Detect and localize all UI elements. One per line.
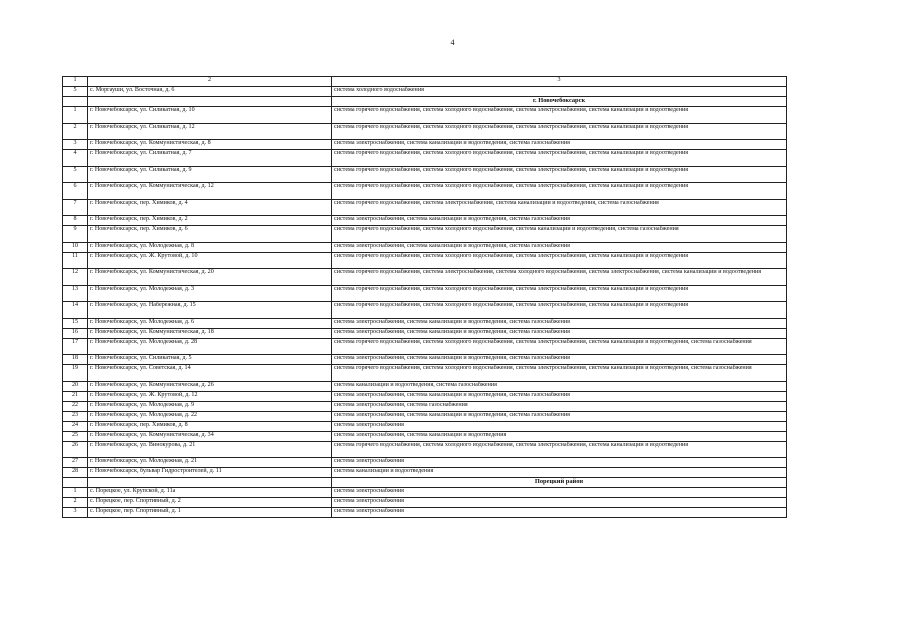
address-cell: г. Новочебоксарск, ул. Коммунистическая, д. 12 [88, 183, 332, 200]
address-cell: с. Порецкое, пер. Спортивный, д. 2 [88, 498, 332, 508]
address-cell: г. Новочебоксарск, бульвар Гидростроителей, д. 11 [88, 468, 332, 478]
address-cell: с. Порецкое, пер. Спортивный, д. 1 [88, 508, 332, 518]
table-row [63, 365, 787, 382]
table-header-row [63, 77, 787, 87]
row-number: 23 [63, 411, 88, 421]
systems-cell: система горячего водоснабжения, система холодного водоснабжения, система канализации и водоотведения, система газоснабжения [332, 226, 787, 243]
column-header-address: 2 [88, 77, 332, 87]
systems-cell: система электроснабжения, система канализации и водоотведения [332, 431, 787, 441]
address-cell: г. Новочебоксарск, пер. Химиков, д. 6 [88, 226, 332, 243]
address-cell: г. Новочебоксарск, ул. Винокурова, д. 21 [88, 441, 332, 458]
section-blank-cell [63, 478, 88, 488]
row-number: 5 [63, 87, 88, 97]
address-cell: г. Новочебоксарск, ул. Коммунистическая, д. 18 [88, 328, 332, 338]
section-blank-cell [88, 478, 332, 488]
row-number: 28 [63, 468, 88, 478]
address-cell: г. Новочебоксарск, ул. Молодежная, д. 9 [88, 401, 332, 411]
address-cell: г. Новочебоксарск, ул. Молодежная, д. 28 [88, 338, 332, 355]
systems-cell: система электроснабжения, система канализации и водоотведения, система газоснабжения [332, 391, 787, 401]
row-number: 4 [63, 150, 88, 167]
address-cell: г. Новочебоксарск, ул. Ж. Крутовой, д. 10 [88, 252, 332, 269]
address-cell: с. Порецкое, ул. Крупской, д. 11а [88, 488, 332, 498]
systems-cell: система электроснабжения, система канализации и водоотведения, система газоснабжения [332, 355, 787, 365]
address-cell: г. Новочебоксарск, ул. Молодежная, д. 6 [88, 318, 332, 328]
table-row [63, 242, 787, 252]
table-row [63, 226, 787, 243]
row-number: 25 [63, 431, 88, 441]
address-cell: г. Новочебоксарск, ул. Молодежная, д. 8 [88, 242, 332, 252]
section-heading: г. Новочебоксарск [332, 97, 787, 107]
address-cell: г. Новочебоксарск, ул. Коммунистическая, д. 8 [88, 140, 332, 150]
address-cell: г. Новочебоксарск, ул. Силикатная, д. 7 [88, 150, 332, 167]
table-row [63, 498, 787, 508]
table-row [63, 269, 787, 286]
address-cell: г. Новочебоксарск, пер. Химиков, д. 2 [88, 216, 332, 226]
address-cell: г. Новочебоксарск, ул. Молодежная, д. 22 [88, 411, 332, 421]
address-cell: г. Новочебоксарск, ул. Набережная, д. 15 [88, 302, 332, 319]
systems-cell: система горячего водоснабжения, система холодного водоснабжения, система электроснабжения, система канализации и водоотведения [332, 166, 787, 183]
address-cell: г. Новочебоксарск, ул. Советская, д. 14 [88, 365, 332, 382]
page-number: 4 [450, 38, 455, 47]
row-number: 15 [63, 318, 88, 328]
row-number: 16 [63, 328, 88, 338]
address-cell: г. Новочебоксарск, ул. Коммунистическая, д. 26 [88, 381, 332, 391]
row-number: 7 [63, 199, 88, 216]
systems-cell: система электроснабжения, система канализации и водоотведения, система газоснабжения [332, 411, 787, 421]
section-heading-row [63, 478, 787, 488]
systems-cell: система горячего водоснабжения, система холодного водоснабжения, система электроснабжения, система канализации и водоотведения, система газоснабжения [332, 338, 787, 355]
table-row [63, 355, 787, 365]
row-number: 12 [63, 269, 88, 286]
systems-cell: система электроснабжения, система канализации и водоотведения, система газоснабжения [332, 140, 787, 150]
row-number: 6 [63, 183, 88, 200]
table-row [63, 391, 787, 401]
table-row [63, 318, 787, 328]
systems-cell: система электроснабжения [332, 421, 787, 431]
systems-cell: система горячего водоснабжения, система холодного водоснабжения, система электроснабжения, система канализации и водоотведения [332, 150, 787, 167]
systems-cell: система электроснабжения, система канализации и водоотведения, система газоснабжения [332, 328, 787, 338]
row-number: 1 [63, 107, 88, 124]
table-row [63, 381, 787, 391]
address-cell: г. Новочебоксарск, пер. Химиков, д. 4 [88, 199, 332, 216]
systems-cell: система электроснабжения, система канализации и водоотведения, система газоснабжения [332, 318, 787, 328]
systems-cell: система горячего водоснабжения, система холодного водоснабжения, система электроснабжения, система канализации и водоотведения [332, 252, 787, 269]
systems-cell: система горячего водоснабжения, система холодного водоснабжения, система электроснабжения, система канализации и водоотведения [332, 441, 787, 458]
row-number: 27 [63, 458, 88, 468]
table-row [63, 431, 787, 441]
table-row [63, 140, 787, 150]
column-header-systems: 3 [332, 77, 787, 87]
table-row [63, 401, 787, 411]
table-row [63, 411, 787, 421]
table-row [63, 87, 787, 97]
address-cell: г. Новочебоксарск, пер. Химиков, д. 8 [88, 421, 332, 431]
table-row [63, 468, 787, 478]
systems-cell: система горячего водоснабжения, система холодного водоснабжения, система электроснабжения, система канализации и водоотведения [332, 183, 787, 200]
table-row [63, 183, 787, 200]
table-row [63, 107, 787, 124]
address-cell: г. Новочебоксарск, ул. Молодежная, д. 3 [88, 285, 332, 302]
section-heading-row [63, 97, 787, 107]
row-number: 2 [63, 123, 88, 140]
systems-cell: система электроснабжения [332, 488, 787, 498]
table-row [63, 285, 787, 302]
systems-cell: система горячего водоснабжения, система холодного водоснабжения, система электроснабжения, система канализации и водоотведения [332, 107, 787, 124]
row-number: 13 [63, 285, 88, 302]
address-cell: г. Новочебоксарск, ул. Коммунистическая, д. 20 [88, 269, 332, 286]
row-number: 3 [63, 140, 88, 150]
section-heading: Порецкий район [332, 478, 787, 488]
row-number: 9 [63, 226, 88, 243]
systems-cell: система горячего водоснабжения, система электроснабжения, система холодного водоснабжения, система электроснабжения, система канализации и водоотведения [332, 269, 787, 286]
table-row [63, 302, 787, 319]
column-header-number: 1 [63, 77, 88, 87]
table-row [63, 338, 787, 355]
systems-cell: система электроснабжения, система канализации и водоотведения, система газоснабжения [332, 242, 787, 252]
row-number: 21 [63, 391, 88, 401]
address-cell: г. Новочебоксарск, ул. Молодежная, д. 21 [88, 458, 332, 468]
address-cell: г. Новочебоксарск, ул. Силикатная, д. 10 [88, 107, 332, 124]
row-number: 5 [63, 166, 88, 183]
table-row [63, 458, 787, 468]
table-row [63, 328, 787, 338]
systems-cell: система горячего водоснабжения, система холодного водоснабжения, система электроснабжения, система канализации и водоотведения, система газоснабжения [332, 365, 787, 382]
row-number: 17 [63, 338, 88, 355]
row-number: 11 [63, 252, 88, 269]
row-number: 18 [63, 355, 88, 365]
row-number: 8 [63, 216, 88, 226]
systems-cell: система горячего водоснабжения, система холодного водоснабжения, система электроснабжения, система канализации и водоотведения [332, 302, 787, 319]
systems-cell: система горячего водоснабжения, система электроснабжения, система канализации и водоотведения, система газоснабжения [332, 199, 787, 216]
table-row [63, 166, 787, 183]
row-number: 22 [63, 401, 88, 411]
table-row [63, 488, 787, 498]
row-number: 2 [63, 498, 88, 508]
table-row [63, 123, 787, 140]
systems-cell: система электроснабжения, система канализации и водоотведения, система газоснабжения [332, 216, 787, 226]
row-number: 1 [63, 488, 88, 498]
table-row [63, 441, 787, 458]
row-number: 20 [63, 381, 88, 391]
table-row [63, 421, 787, 431]
address-cell: с. Моргауши, ул. Восточная, д. 6 [88, 87, 332, 97]
address-cell: г. Новочебоксарск, ул. Коммунистическая, д. 34 [88, 431, 332, 441]
systems-cell: система электроснабжения [332, 458, 787, 468]
systems-cell: система электроснабжения [332, 508, 787, 518]
table-row [63, 216, 787, 226]
systems-cell: система горячего водоснабжения, система холодного водоснабжения, система электроснабжения, система канализации и водоотведения [332, 123, 787, 140]
table-row [63, 508, 787, 518]
address-cell: г. Новочебоксарск, ул. Силикатная, д. 5 [88, 355, 332, 365]
section-blank-cell [63, 97, 88, 107]
table-row [63, 150, 787, 167]
row-number: 14 [63, 302, 88, 319]
row-number: 24 [63, 421, 88, 431]
row-number: 26 [63, 441, 88, 458]
address-cell: г. Новочебоксарск, ул. Ж. Крутовой, д. 12 [88, 391, 332, 401]
systems-cell: система горячего водоснабжения, система холодного водоснабжения, система электроснабжения, система канализации и водоотведения [332, 285, 787, 302]
row-number: 19 [63, 365, 88, 382]
row-number: 3 [63, 508, 88, 518]
row-number: 10 [63, 242, 88, 252]
address-cell: г. Новочебоксарск, ул. Силикатная, д. 9 [88, 166, 332, 183]
table-row [63, 199, 787, 216]
systems-cell: система электроснабжения, система газоснабжения [332, 401, 787, 411]
systems-cell: система холодного водоснабжения [332, 87, 787, 97]
address-cell: г. Новочебоксарск, ул. Силикатная, д. 12 [88, 123, 332, 140]
systems-cell: система канализации и водоотведения, система газоснабжения [332, 381, 787, 391]
systems-cell: система канализации и водоотведения [332, 468, 787, 478]
section-blank-cell [88, 97, 332, 107]
table-row [63, 252, 787, 269]
buildings-table [62, 76, 787, 518]
systems-cell: система электроснабжения [332, 498, 787, 508]
